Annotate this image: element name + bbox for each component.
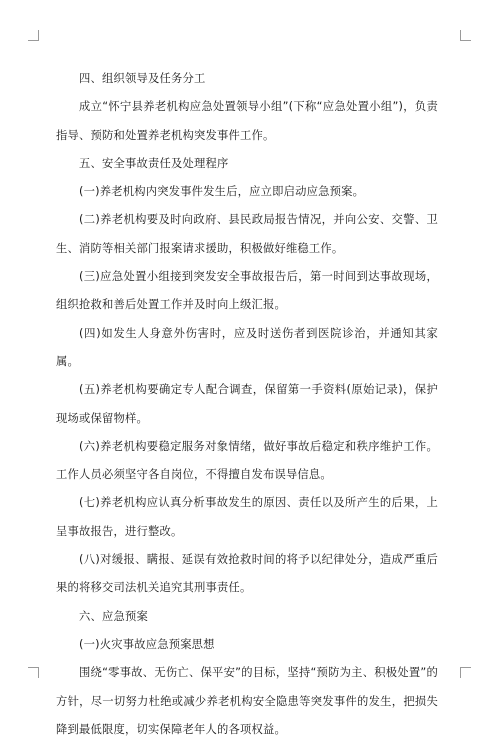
document-body: [56, 65, 438, 744]
crop-mark-top-right: [460, 30, 471, 41]
subsection-heading-fire: (一)火灾事故应急预案思想: [79, 637, 215, 651]
paragraph-emergency-team: 成立“怀宁县养老机构应急处置领导小组”(下称“应急处置小组”)，负责指导、预防和处置养老机构突发事件工作。: [56, 100, 438, 142]
crop-mark-bottom-left: [28, 667, 39, 678]
paragraph-item-5: (五)养老机构要确定专人配合调查，保留第一手资料(原始记录)，保护现场或保留物样。: [56, 383, 438, 425]
paragraph-fire-guideline: 围绕“零事故、无伤亡、保平安”的目标，坚持“预防为主、积极处置”的方针，尽一切努力杜绝或减少养老机构安全隐患等突发事件的发生，把损失降到最低限度，切实保障老年人的各项权益。: [56, 666, 438, 736]
section-heading-6: 六、应急预案: [79, 609, 148, 623]
section-heading-5: 五、安全事故责任及处理程序: [79, 156, 229, 170]
paragraph-item-8: (八)对缓报、瞒报、延误有效抢救时间的将予以纪律处分，造成严重后果的将移交司法机关追究其刑事责任。: [56, 553, 438, 595]
crop-mark-bottom-right: [460, 667, 471, 678]
paragraph-item-4: (四)如发生人身意外伤害时，应及时送伤者到医院诊治，并通知其家属。: [56, 326, 438, 368]
paragraph-item-2: (二)养老机构要及时向政府、县民政局报告情况，并向公安、交警、卫生、消防等相关部门报案请求援助，积极做好维稳工作。: [56, 213, 438, 255]
crop-mark-top-left: [28, 30, 39, 41]
paragraph-item-3: (三)应急处置小组接到突发安全事故报告后，第一时间到达事故现场，组织抢救和善后处置工作并及时向上级汇报。: [56, 270, 438, 312]
paragraph-item-7: (七)养老机构应认真分析事故发生的原因、责任以及所产生的后果，上呈事故报告，进行整改。: [56, 496, 438, 538]
paragraph-item-1: (一)养老机构内突发事件发生后，应立即启动应急预案。: [79, 185, 365, 199]
paragraph-item-6: (六)养老机构要稳定服务对象情绪，做好事故后稳定和秩序维护工作。工作人员必须坚守各自岗位，不得擅自发布误导信息。: [56, 439, 438, 482]
section-heading-4: 四、组织领导及任务分工: [79, 72, 206, 85]
